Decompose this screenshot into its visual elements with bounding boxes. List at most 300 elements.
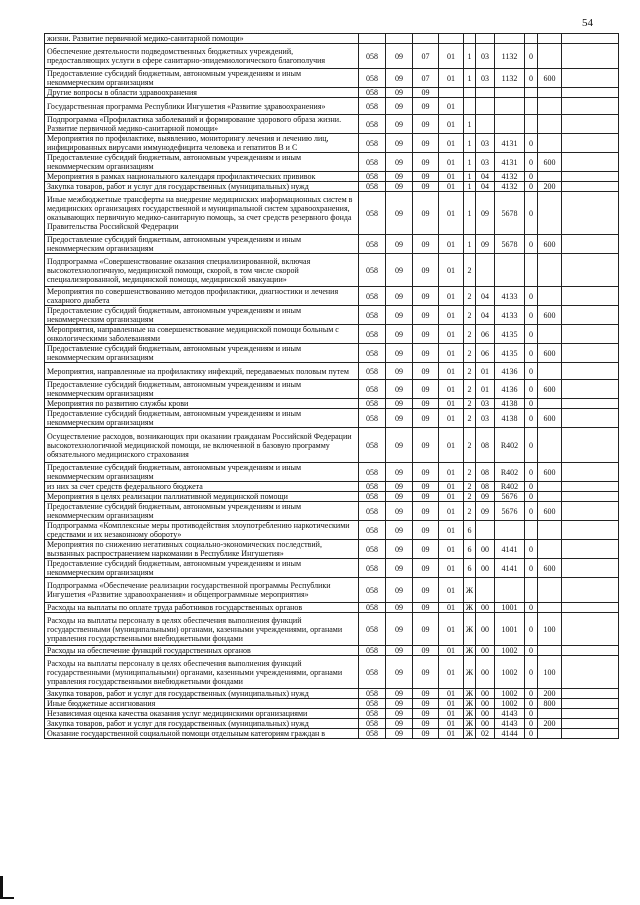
col-direction-suffix-cell: 0 bbox=[525, 344, 538, 363]
col-section-cell: 09 bbox=[386, 656, 413, 689]
col-subsection-cell: 09 bbox=[413, 399, 439, 409]
col-event-cell: 03 bbox=[476, 69, 495, 88]
spacer-cell bbox=[562, 115, 619, 134]
col-admin-code-cell: 058 bbox=[359, 646, 386, 656]
col-direction-suffix-cell: 0 bbox=[525, 699, 538, 709]
col-program-cell: 01 bbox=[439, 719, 464, 729]
col-program-cell: 01 bbox=[439, 729, 464, 739]
col-direction-suffix-cell: 0 bbox=[525, 492, 538, 502]
col-subsection-cell: 07 bbox=[413, 44, 439, 69]
table-row bbox=[45, 306, 619, 325]
col-direction-suffix-cell: 0 bbox=[525, 325, 538, 344]
col-program-cell: 01 bbox=[439, 325, 464, 344]
col-admin-code-cell: 058 bbox=[359, 613, 386, 646]
col-subprogram-cell: 2 bbox=[464, 254, 476, 287]
col-subsection-cell: 09 bbox=[413, 306, 439, 325]
table-row bbox=[45, 115, 619, 134]
col-subprogram-cell: 1 bbox=[464, 69, 476, 88]
col-expense-type-cell: 600 bbox=[538, 559, 562, 578]
col-direction-suffix-cell bbox=[525, 578, 538, 603]
spacer-cell bbox=[562, 521, 619, 540]
col-program-cell: 01 bbox=[439, 115, 464, 134]
col-subprogram-cell: 2 bbox=[464, 363, 476, 380]
spacer-cell bbox=[562, 656, 619, 689]
spacer-cell bbox=[562, 578, 619, 603]
col-program-cell: 01 bbox=[439, 182, 464, 192]
col-program-cell: 01 bbox=[439, 153, 464, 172]
col-subprogram-cell: 2 bbox=[464, 287, 476, 306]
col-expense-type-cell: 600 bbox=[538, 463, 562, 482]
col-subprogram-cell: Ж bbox=[464, 603, 476, 613]
col-direction-suffix-cell: 0 bbox=[525, 729, 538, 739]
col-admin-code-cell: 058 bbox=[359, 521, 386, 540]
col-expense-type-cell: 100 bbox=[538, 613, 562, 646]
spacer-cell bbox=[562, 235, 619, 254]
col-direction-cell bbox=[495, 34, 525, 44]
col-direction-cell: 1001 bbox=[495, 603, 525, 613]
col-admin-code-cell: 058 bbox=[359, 306, 386, 325]
col-admin-code-cell: 058 bbox=[359, 44, 386, 69]
col-admin-code-cell: 058 bbox=[359, 235, 386, 254]
col-program-cell: 01 bbox=[439, 192, 464, 235]
col-event-cell bbox=[476, 578, 495, 603]
col-direction-suffix-cell: 0 bbox=[525, 559, 538, 578]
col-subprogram-cell: 1 bbox=[464, 153, 476, 172]
col-subprogram-cell: Ж bbox=[464, 699, 476, 709]
col-admin-code-cell: 058 bbox=[359, 399, 386, 409]
col-direction-cell: R402 bbox=[495, 482, 525, 492]
row-name-cell: Предоставление субсидий бюджетным, автономным учреждениям и иным некоммерческим организациям bbox=[45, 69, 359, 88]
col-subprogram-cell: Ж bbox=[464, 656, 476, 689]
table-row bbox=[45, 254, 619, 287]
col-program-cell: 01 bbox=[439, 363, 464, 380]
col-event-cell: 08 bbox=[476, 463, 495, 482]
spacer-cell bbox=[562, 399, 619, 409]
row-name-cell: Независимая оценка качества оказания услуг медицинскими организациями bbox=[45, 709, 359, 719]
col-direction-suffix-cell bbox=[525, 115, 538, 134]
col-direction-cell: 4144 bbox=[495, 729, 525, 739]
row-name-cell: Мероприятия, направленные на совершенствование медицинской помощи больным с онкологическими заболеваниями bbox=[45, 325, 359, 344]
row-name-cell: Расходы на обеспечение функций государственных органов bbox=[45, 646, 359, 656]
col-subsection-cell: 09 bbox=[413, 613, 439, 646]
col-subsection-cell: 09 bbox=[413, 729, 439, 739]
col-event-cell: 03 bbox=[476, 399, 495, 409]
col-program-cell bbox=[439, 34, 464, 44]
col-event-cell: 01 bbox=[476, 363, 495, 380]
col-event-cell: 09 bbox=[476, 492, 495, 502]
col-subsection-cell: 09 bbox=[413, 192, 439, 235]
col-admin-code-cell: 058 bbox=[359, 344, 386, 363]
col-direction-suffix-cell: 0 bbox=[525, 603, 538, 613]
col-expense-type-cell: 200 bbox=[538, 719, 562, 729]
col-program-cell: 01 bbox=[439, 492, 464, 502]
row-name-cell: Мероприятия в целях реализации паллиативной медицинской помощи bbox=[45, 492, 359, 502]
col-direction-suffix-cell: 0 bbox=[525, 363, 538, 380]
col-event-cell: 09 bbox=[476, 502, 495, 521]
table-row bbox=[45, 463, 619, 482]
col-admin-code-cell: 058 bbox=[359, 380, 386, 399]
col-program-cell: 01 bbox=[439, 603, 464, 613]
col-direction-cell: 1132 bbox=[495, 44, 525, 69]
col-subprogram-cell: 6 bbox=[464, 521, 476, 540]
spacer-cell bbox=[562, 646, 619, 656]
spacer-cell bbox=[562, 559, 619, 578]
spacer-cell bbox=[562, 492, 619, 502]
col-direction-suffix-cell: 0 bbox=[525, 235, 538, 254]
col-expense-type-cell bbox=[538, 540, 562, 559]
col-admin-code-cell: 058 bbox=[359, 559, 386, 578]
row-name-cell: Закупка товаров, работ и услуг для государственных (муниципальных) нужд bbox=[45, 182, 359, 192]
col-event-cell bbox=[476, 254, 495, 287]
col-direction-suffix-cell: 0 bbox=[525, 380, 538, 399]
col-program-cell: 01 bbox=[439, 428, 464, 463]
col-direction-cell: R402 bbox=[495, 428, 525, 463]
col-subprogram-cell: 2 bbox=[464, 380, 476, 399]
table-row bbox=[45, 689, 619, 699]
row-name-cell: Подпрограмма «Комплексные меры противодействия злоупотреблению наркотическими средствами и их незаконному обороту» bbox=[45, 521, 359, 540]
col-event-cell: 00 bbox=[476, 699, 495, 709]
col-section-cell: 09 bbox=[386, 482, 413, 492]
col-direction-cell: 1002 bbox=[495, 646, 525, 656]
col-subsection-cell: 09 bbox=[413, 115, 439, 134]
col-subprogram-cell: 2 bbox=[464, 482, 476, 492]
col-subsection-cell: 09 bbox=[413, 325, 439, 344]
page-number: 54 bbox=[582, 17, 593, 29]
col-direction-suffix-cell: 0 bbox=[525, 656, 538, 689]
col-section-cell: 09 bbox=[386, 153, 413, 172]
col-admin-code-cell: 058 bbox=[359, 88, 386, 98]
col-subprogram-cell: Ж bbox=[464, 709, 476, 719]
col-subsection-cell bbox=[413, 34, 439, 44]
row-name-cell: Мероприятия по совершенствованию методов профилактики, диагностики и лечения сахарного диабета bbox=[45, 287, 359, 306]
col-expense-type-cell: 200 bbox=[538, 689, 562, 699]
spacer-cell bbox=[562, 729, 619, 739]
col-expense-type-cell bbox=[538, 399, 562, 409]
table-row bbox=[45, 399, 619, 409]
col-event-cell: 00 bbox=[476, 719, 495, 729]
col-section-cell: 09 bbox=[386, 502, 413, 521]
col-subsection-cell: 09 bbox=[413, 409, 439, 428]
col-direction-cell: 4138 bbox=[495, 409, 525, 428]
col-program-cell: 01 bbox=[439, 540, 464, 559]
col-subsection-cell: 09 bbox=[413, 182, 439, 192]
table-row bbox=[45, 613, 619, 646]
col-direction-suffix-cell: 0 bbox=[525, 182, 538, 192]
spacer-cell bbox=[562, 287, 619, 306]
col-admin-code-cell: 058 bbox=[359, 325, 386, 344]
table-row bbox=[45, 428, 619, 463]
col-section-cell: 09 bbox=[386, 115, 413, 134]
col-program-cell: 01 bbox=[439, 306, 464, 325]
row-name-cell: Предоставление субсидий бюджетным, автономным учреждениям и иным некоммерческим организациям bbox=[45, 235, 359, 254]
row-name-cell: Обеспечение деятельности подведомственных бюджетных учреждений, предоставляющих услуги в сфере санитарно-эпидемиологического благополучия bbox=[45, 44, 359, 69]
row-name-cell: Другие вопросы в области здравоохранения bbox=[45, 88, 359, 98]
spacer-cell bbox=[562, 344, 619, 363]
col-event-cell: 00 bbox=[476, 540, 495, 559]
col-direction-suffix-cell: 0 bbox=[525, 44, 538, 69]
col-section-cell: 09 bbox=[386, 182, 413, 192]
col-direction-cell: 5676 bbox=[495, 492, 525, 502]
table-row bbox=[45, 502, 619, 521]
col-subsection-cell: 09 bbox=[413, 254, 439, 287]
col-direction-suffix-cell: 0 bbox=[525, 540, 538, 559]
col-program-cell: 01 bbox=[439, 699, 464, 709]
col-program-cell: 01 bbox=[439, 646, 464, 656]
col-expense-type-cell bbox=[538, 88, 562, 98]
col-admin-code-cell: 058 bbox=[359, 363, 386, 380]
col-program-cell: 01 bbox=[439, 409, 464, 428]
col-direction-cell bbox=[495, 521, 525, 540]
col-subprogram-cell bbox=[464, 88, 476, 98]
col-section-cell: 09 bbox=[386, 578, 413, 603]
spacer-cell bbox=[562, 182, 619, 192]
table-row bbox=[45, 521, 619, 540]
col-direction-cell: 4135 bbox=[495, 344, 525, 363]
table-row bbox=[45, 719, 619, 729]
col-admin-code-cell: 058 bbox=[359, 502, 386, 521]
spacer-cell bbox=[562, 69, 619, 88]
col-section-cell: 09 bbox=[386, 613, 413, 646]
col-direction-suffix-cell: 0 bbox=[525, 463, 538, 482]
col-subsection-cell: 09 bbox=[413, 656, 439, 689]
row-name-cell: Закупка товаров, работ и услуг для государственных (муниципальных) нужд bbox=[45, 689, 359, 699]
col-subprogram-cell: 2 bbox=[464, 306, 476, 325]
col-program-cell: 01 bbox=[439, 559, 464, 578]
col-expense-type-cell bbox=[538, 482, 562, 492]
col-subprogram-cell: 2 bbox=[464, 492, 476, 502]
col-subprogram-cell: Ж bbox=[464, 729, 476, 739]
col-direction-cell bbox=[495, 115, 525, 134]
spacer-cell bbox=[562, 363, 619, 380]
row-name-cell: Иные межбюджетные трансферты на внедрение медицинских информационных систем в медицинских организациях государственной и муниципальной систем здравоохранения, оказывающих первичную медико-санитарную помощь, за счет средств резервного фонда Правительства Российской Федерации bbox=[45, 192, 359, 235]
col-direction-suffix-cell bbox=[525, 88, 538, 98]
col-section-cell: 09 bbox=[386, 172, 413, 182]
col-direction-cell: 4136 bbox=[495, 380, 525, 399]
col-subprogram-cell: 2 bbox=[464, 399, 476, 409]
col-subprogram-cell: 1 bbox=[464, 235, 476, 254]
col-admin-code-cell: 058 bbox=[359, 603, 386, 613]
col-subsection-cell: 09 bbox=[413, 98, 439, 115]
col-subsection-cell: 09 bbox=[413, 719, 439, 729]
spacer-cell bbox=[562, 88, 619, 98]
col-expense-type-cell: 800 bbox=[538, 699, 562, 709]
col-expense-type-cell: 200 bbox=[538, 182, 562, 192]
col-section-cell: 09 bbox=[386, 363, 413, 380]
table-row bbox=[45, 69, 619, 88]
col-program-cell: 01 bbox=[439, 254, 464, 287]
row-name-cell: Иные бюджетные ассигнования bbox=[45, 699, 359, 709]
col-event-cell: 00 bbox=[476, 689, 495, 699]
col-expense-type-cell bbox=[538, 287, 562, 306]
col-direction-cell: 1002 bbox=[495, 689, 525, 699]
table-row bbox=[45, 172, 619, 182]
col-expense-type-cell bbox=[538, 578, 562, 603]
col-direction-cell: 4141 bbox=[495, 540, 525, 559]
col-expense-type-cell bbox=[538, 44, 562, 69]
col-expense-type-cell bbox=[538, 603, 562, 613]
spacer-cell bbox=[562, 306, 619, 325]
col-admin-code-cell: 058 bbox=[359, 729, 386, 739]
col-subprogram-cell: Ж bbox=[464, 613, 476, 646]
col-direction-cell: 4136 bbox=[495, 363, 525, 380]
col-event-cell: 04 bbox=[476, 172, 495, 182]
col-direction-suffix-cell: 0 bbox=[525, 428, 538, 463]
col-direction-suffix-cell: 0 bbox=[525, 306, 538, 325]
col-program-cell bbox=[439, 88, 464, 98]
col-subsection-cell: 07 bbox=[413, 69, 439, 88]
col-expense-type-cell bbox=[538, 34, 562, 44]
col-program-cell: 01 bbox=[439, 235, 464, 254]
col-direction-cell: 4135 bbox=[495, 325, 525, 344]
col-subsection-cell: 09 bbox=[413, 134, 439, 153]
col-section-cell: 09 bbox=[386, 463, 413, 482]
col-admin-code-cell: 058 bbox=[359, 254, 386, 287]
table-row bbox=[45, 192, 619, 235]
col-program-cell: 01 bbox=[439, 578, 464, 603]
col-section-cell: 09 bbox=[386, 325, 413, 344]
col-subprogram-cell: 2 bbox=[464, 325, 476, 344]
table-row bbox=[45, 380, 619, 399]
spacer-cell bbox=[562, 689, 619, 699]
col-subsection-cell: 09 bbox=[413, 153, 439, 172]
col-event-cell: 08 bbox=[476, 428, 495, 463]
col-section-cell: 09 bbox=[386, 98, 413, 115]
col-admin-code-cell: 058 bbox=[359, 409, 386, 428]
spacer-cell bbox=[562, 482, 619, 492]
col-admin-code-cell: 058 bbox=[359, 540, 386, 559]
table-row bbox=[45, 134, 619, 153]
col-event-cell: 02 bbox=[476, 729, 495, 739]
table-row bbox=[45, 182, 619, 192]
col-event-cell: 03 bbox=[476, 409, 495, 428]
spacer-cell bbox=[562, 709, 619, 719]
col-program-cell: 01 bbox=[439, 44, 464, 69]
col-subprogram-cell: 2 bbox=[464, 428, 476, 463]
col-program-cell: 01 bbox=[439, 380, 464, 399]
row-name-cell: Осуществление расходов, возникающих при оказании гражданам Российской Федерации высокотехнологичной медицинской помощи, не включенной в базовую программу обязательного медицинского страхования bbox=[45, 428, 359, 463]
col-section-cell: 09 bbox=[386, 603, 413, 613]
table-row bbox=[45, 492, 619, 502]
col-section-cell: 09 bbox=[386, 88, 413, 98]
col-admin-code-cell: 058 bbox=[359, 578, 386, 603]
table-row bbox=[45, 578, 619, 603]
row-name-cell: Государственная программа Республики Ингушетия «Развитие здравоохранения» bbox=[45, 98, 359, 115]
col-admin-code-cell: 058 bbox=[359, 192, 386, 235]
col-event-cell: 03 bbox=[476, 134, 495, 153]
col-subprogram-cell: 2 bbox=[464, 502, 476, 521]
table-row bbox=[45, 409, 619, 428]
col-expense-type-cell bbox=[538, 492, 562, 502]
col-section-cell: 09 bbox=[386, 559, 413, 578]
col-direction-cell: 4132 bbox=[495, 182, 525, 192]
col-event-cell: 08 bbox=[476, 482, 495, 492]
col-event-cell: 00 bbox=[476, 709, 495, 719]
table-row bbox=[45, 699, 619, 709]
col-expense-type-cell bbox=[538, 521, 562, 540]
scan-edge-line bbox=[0, 897, 14, 899]
col-subsection-cell: 09 bbox=[413, 521, 439, 540]
col-direction-cell: 4132 bbox=[495, 172, 525, 182]
col-direction-cell bbox=[495, 578, 525, 603]
col-section-cell: 09 bbox=[386, 235, 413, 254]
col-direction-cell bbox=[495, 88, 525, 98]
col-section-cell bbox=[386, 34, 413, 44]
col-section-cell: 09 bbox=[386, 380, 413, 399]
col-direction-cell: 4143 bbox=[495, 709, 525, 719]
col-subprogram-cell: 1 bbox=[464, 134, 476, 153]
budget-table-body bbox=[45, 34, 619, 739]
col-program-cell: 01 bbox=[439, 463, 464, 482]
table-row bbox=[45, 656, 619, 689]
col-subprogram-cell: 2 bbox=[464, 463, 476, 482]
col-direction-suffix-cell bbox=[525, 34, 538, 44]
col-subsection-cell: 09 bbox=[413, 287, 439, 306]
table-row bbox=[45, 98, 619, 115]
col-subprogram-cell: 6 bbox=[464, 559, 476, 578]
col-admin-code-cell: 058 bbox=[359, 656, 386, 689]
col-direction-suffix-cell: 0 bbox=[525, 192, 538, 235]
spacer-cell bbox=[562, 699, 619, 709]
spacer-cell bbox=[562, 380, 619, 399]
col-section-cell: 09 bbox=[386, 729, 413, 739]
col-subprogram-cell: 1 bbox=[464, 192, 476, 235]
col-admin-code-cell: 058 bbox=[359, 699, 386, 709]
col-subprogram-cell: 1 bbox=[464, 172, 476, 182]
col-program-cell: 01 bbox=[439, 521, 464, 540]
row-name-cell: Закупка товаров, работ и услуг для государственных (муниципальных) нужд bbox=[45, 719, 359, 729]
table-row bbox=[45, 646, 619, 656]
col-section-cell: 09 bbox=[386, 492, 413, 502]
col-event-cell bbox=[476, 98, 495, 115]
col-subprogram-cell: 1 bbox=[464, 182, 476, 192]
col-subsection-cell: 09 bbox=[413, 559, 439, 578]
col-direction-suffix-cell: 0 bbox=[525, 613, 538, 646]
budget-table bbox=[44, 33, 619, 739]
col-subsection-cell: 09 bbox=[413, 428, 439, 463]
col-program-cell: 01 bbox=[439, 502, 464, 521]
col-subsection-cell: 09 bbox=[413, 172, 439, 182]
col-subsection-cell: 09 bbox=[413, 699, 439, 709]
col-admin-code-cell: 058 bbox=[359, 172, 386, 182]
table-row bbox=[45, 603, 619, 613]
col-subprogram-cell: 2 bbox=[464, 409, 476, 428]
col-direction-suffix-cell: 0 bbox=[525, 399, 538, 409]
table-row bbox=[45, 34, 619, 44]
table-row bbox=[45, 559, 619, 578]
row-name-cell: Предоставление субсидий бюджетным, автономным учреждениям и иным некоммерческим организациям bbox=[45, 463, 359, 482]
row-name-cell: Мероприятия, направленные на профилактику инфекций, передаваемых половым путем bbox=[45, 363, 359, 380]
col-subsection-cell: 09 bbox=[413, 344, 439, 363]
col-direction-suffix-cell: 0 bbox=[525, 69, 538, 88]
table-row bbox=[45, 540, 619, 559]
spacer-cell bbox=[562, 613, 619, 646]
col-expense-type-cell bbox=[538, 98, 562, 115]
col-section-cell: 09 bbox=[386, 254, 413, 287]
table-row bbox=[45, 153, 619, 172]
col-expense-type-cell: 600 bbox=[538, 69, 562, 88]
col-subsection-cell: 09 bbox=[413, 502, 439, 521]
col-section-cell: 09 bbox=[386, 646, 413, 656]
row-name-cell: Предоставление субсидий бюджетным, автономным учреждениям и иным некоммерческим организациям bbox=[45, 344, 359, 363]
col-subsection-cell: 09 bbox=[413, 540, 439, 559]
col-subsection-cell: 09 bbox=[413, 646, 439, 656]
col-admin-code-cell: 058 bbox=[359, 428, 386, 463]
table-row bbox=[45, 482, 619, 492]
table-row bbox=[45, 729, 619, 739]
col-section-cell: 09 bbox=[386, 69, 413, 88]
col-expense-type-cell: 600 bbox=[538, 153, 562, 172]
col-admin-code-cell: 058 bbox=[359, 689, 386, 699]
